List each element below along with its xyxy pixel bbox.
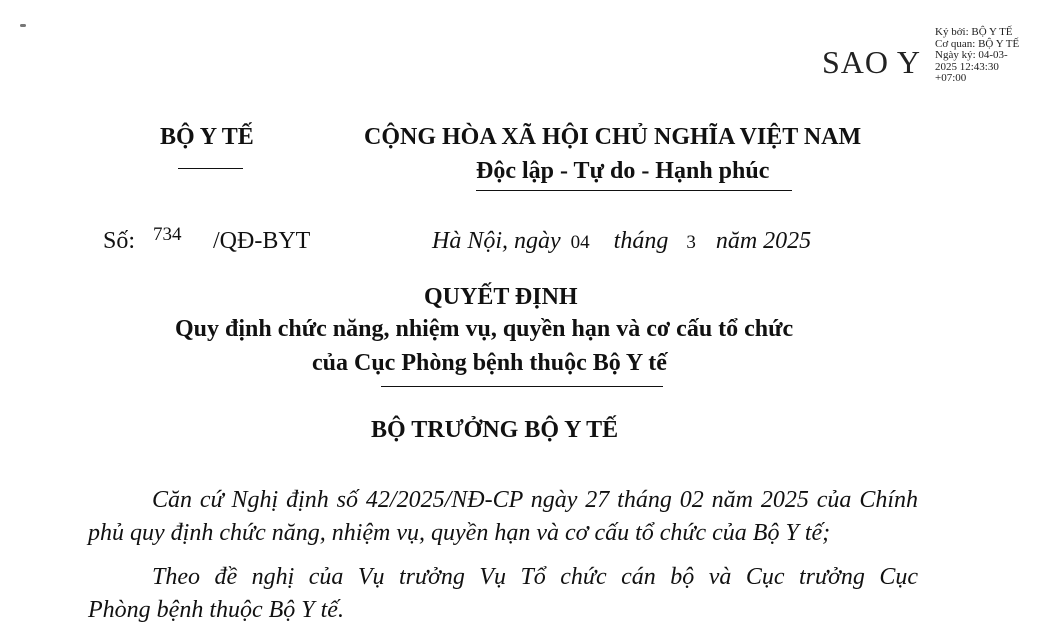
date-year: năm 2025 xyxy=(715,228,812,254)
subject-line-2: của Cục Phòng bệnh thuộc Bộ Y tế xyxy=(312,350,667,376)
motto-underline xyxy=(476,190,792,191)
date-place: Hà Nội, ngày xyxy=(432,228,561,254)
date-month-label: tháng xyxy=(613,228,669,254)
paragraph-line: phủ quy định chức năng, nhiệm vụ, quyền hạn và cơ cấu tổ chức của Bộ Y tế; xyxy=(88,520,831,546)
signature-line: Ngày ký: 04-03- xyxy=(935,49,1008,61)
signature-line: 2025 12:43:30 xyxy=(935,60,999,73)
date-month: 3 xyxy=(686,232,696,253)
date-day: 04 xyxy=(570,232,590,253)
reference-suffix: /QĐ-BYT xyxy=(213,228,311,254)
digital-signature-block xyxy=(935,27,1019,85)
signature-line: +07:00 xyxy=(935,72,967,84)
issuing-authority: BỘ TRƯỞNG BỘ Y TẾ xyxy=(371,417,619,443)
paragraph-line: Phòng bệnh thuộc Bộ Y tế. xyxy=(88,597,344,623)
document-type: QUYẾT ĐỊNH xyxy=(424,284,578,310)
national-title: CỘNG HÒA XÃ HỘI CHỦ NGHĨA VIỆT NAM xyxy=(364,124,862,150)
reference-number: 734 xyxy=(153,224,182,245)
paragraph-line: Căn cứ Nghị định số 42/2025/NĐ-CP ngày 27 tháng 02 năm 2025 của Chính xyxy=(152,487,918,513)
agency-underline xyxy=(178,168,243,169)
signature-line: Cơ quan: BỘ Y TẾ xyxy=(935,37,1020,50)
reference-label: Số: xyxy=(103,228,136,254)
signature-line: Ký bởi: BỘ Y TẾ xyxy=(935,26,1013,38)
subject-line-1: Quy định chức năng, nhiệm vụ, quyền hạn và cơ cấu tổ chức xyxy=(175,316,794,342)
proposal-paragraph xyxy=(88,561,918,627)
issue-date xyxy=(432,228,811,255)
issuing-agency: BỘ Y TẾ xyxy=(160,124,254,150)
paragraph-line: Theo đề nghị của Vụ trưởng Vụ Tổ chức cán bộ và Cục trưởng Cục xyxy=(152,564,918,590)
legal-basis-paragraph xyxy=(88,484,918,550)
scan-speck xyxy=(20,24,26,27)
national-motto: Độc lập - Tự do - Hạnh phúc xyxy=(476,158,770,184)
subject-underline xyxy=(381,386,663,387)
copy-stamp: SAO Y xyxy=(822,44,921,80)
